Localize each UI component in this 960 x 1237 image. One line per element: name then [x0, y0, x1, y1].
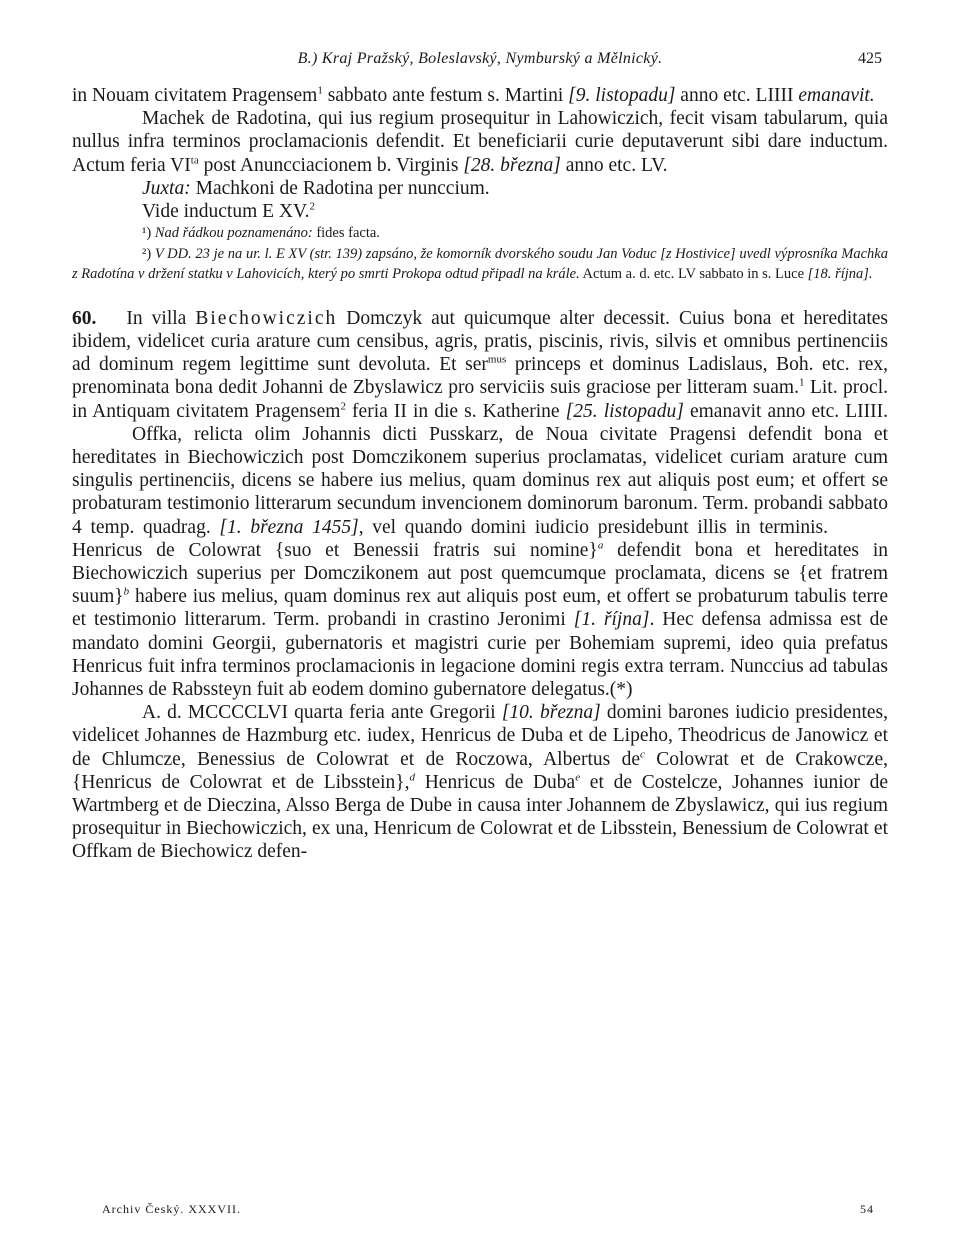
paragraph — [72, 84, 888, 107]
variant-ref: d — [409, 771, 416, 784]
text: Henricus de Colowrat {suo et Benessii fratris sui nomine} — [72, 539, 598, 561]
text: emanavit anno etc. LIIII. — [683, 400, 888, 422]
footnote-ref: 1 — [798, 376, 805, 389]
footnote — [72, 244, 888, 285]
page-header — [72, 50, 888, 80]
paragraph — [72, 200, 888, 223]
footnote — [72, 223, 888, 244]
place-name: Biechowiczich — [195, 307, 338, 329]
footnote-ref: 2 — [309, 200, 315, 213]
text-italic: Nad řádkou poznamenáno: — [154, 225, 313, 242]
footnote-ref: 1 — [317, 84, 323, 97]
running-title: B.) Kraj Pražský, Boleslavský, Nymburský a Mělnický. — [297, 50, 663, 67]
footnote-marker: ²) — [142, 245, 155, 262]
text: domini barones iudicio presidentes, videlicet Johannes de Hazmburg etc. iudex, Henricus de Duba et de Lipeho, Theodricus de Janowicz et de Chlumcze, Benessius de Colowrat et de Roczowa, Albertus de — [72, 702, 888, 770]
previous-entry-continuation — [72, 84, 888, 285]
text: post Anuncciacionem b. Virginis — [198, 154, 464, 176]
text: Domczyk aut quicumque alter decessit. Cuius bona et hereditates ibidem, videlicet curia arature cum censibus, agris, pratis, piscinis, rivis, silvis et omnibus pertinenciis ad dominum regem legittime sunt devoluta. Et ser — [72, 307, 889, 376]
footnote-marker: ¹) — [142, 225, 155, 242]
paragraph — [72, 107, 888, 177]
superscript: mus — [487, 353, 507, 366]
text: Actum a. d. etc. LV sabbato in s. Luce — [579, 266, 808, 283]
date-note: [9. listopadu] — [568, 85, 676, 106]
page-number: 425 — [858, 50, 882, 67]
variant-ref: e — [575, 771, 581, 784]
variant-ref: c — [640, 748, 645, 761]
date-note: [28. března] — [463, 154, 561, 176]
variant-ref: b — [123, 585, 130, 598]
document-page — [72, 50, 888, 1220]
entry-60 — [72, 307, 888, 864]
footer-publication: Archiv Český. XXXVII. — [102, 1202, 241, 1216]
paragraph — [72, 307, 888, 701]
text: et de Costelcze, Johannes iunior de Wartmberg et de Dieczina, Alsso Berga de Dube in causa inter Johannem de Zbyslawicz, qui ius regium prosequitur in Biechowiczich, ex una, Henricum de Colowrat et de Libsstein, Benessium de Colowrat et Offkam de Biechowicz defen- — [72, 771, 888, 863]
text: anno etc. LIIII — [675, 85, 799, 106]
date-note: [1. října] — [573, 609, 650, 631]
text: Offka, relicta olim Johannis dicti Pusskarz, de Noua civitate Pragensi defendit bona et hereditates in Biechowiczich post Domczikonem superius proclamatas, videlicet curiam arature cum singulis pertinenciis, dicens se habere ius melius, quam dominus rex aut aliquis post eum; et offert se probaturam testimonio litterarum secundum invencionem dominorum baronum. Term. probandi sabbato 4 temp. quadrag. — [72, 423, 888, 538]
date-note: [25. listopadu] — [565, 400, 684, 422]
text: feria II in die s. Katherine — [345, 400, 566, 422]
text: Colowrat et de Crakowcze, {Henricus de Colowrat et de Libsstein}, — [72, 748, 888, 793]
text: A. d. MCCCCLVI quarta feria ante Gregorii — [142, 702, 502, 724]
paragraph — [72, 177, 888, 200]
superscript: ta — [190, 154, 199, 167]
text: Lit. procl. in Antiquam civitatem Pragensem — [72, 377, 888, 422]
date-note: [1. března 1455] — [219, 516, 359, 538]
paragraph — [72, 701, 888, 863]
variant-ref: a — [597, 539, 604, 552]
text: Machkoni de Radotina per nunccium. — [190, 177, 490, 199]
footnote-ref: 2 — [340, 400, 346, 413]
text: In villa — [126, 307, 196, 329]
text-italic: emanavit. — [798, 85, 875, 106]
text: fides facta. — [312, 225, 380, 242]
text: . Hec defensa admissa est de mandato domini Georgii, gubernatoris et magistri curie per Bohemiam supremi, ideo quia prefatus Henricus fuit infra terminos proclamacionis in legacione domini regis extra terram. Nunccius ad tabulas Johannes de Rabssteyn fuit ab eodem domino gubernatore delegatus.(*) — [72, 609, 888, 700]
text: Vide inductum E XV. — [142, 201, 310, 223]
date-note: [18. října]. — [807, 266, 873, 283]
text: princeps et dominus Ladislaus, Boh. etc. rex, prenominata bona dedit Johanni de Zbyslawicz pro serviciis suis graciose per litteram suam. — [72, 354, 888, 399]
text: anno etc. LV. — [560, 154, 668, 176]
date-note: [10. března] — [501, 702, 601, 724]
text: sabbato ante festum s. Martini — [322, 85, 569, 106]
footer-signature-number: 54 — [860, 1202, 874, 1216]
text-italic: Juxta: — [142, 177, 191, 199]
text: Machek de Radotina, qui ius regium prosequitur in Lahowiczich, fecit visam tabularum, quia nullus infra terminos proclamacionis defendit. Et beneficiarii curie deputaverunt sibi dare inductum. Actum feria VI — [72, 108, 888, 176]
text: , vel quando domini iudicio presidebunt illis in terminis. — [358, 516, 829, 538]
page-footer — [102, 1202, 874, 1220]
text: defendit bona et hereditates in Biechowiczich superius per Domczikonem aut post quemcumque proclamata, dicens se {et fratrem suum} — [72, 539, 888, 608]
entry-number: 60. — [72, 307, 97, 329]
text: Henricus de Duba — [415, 771, 576, 793]
text: habere ius melius, quam dominus rex aut aliquis post eum, et offert se probaturum tabulis terre et testimonio litterarum. Term. probandi in crastino Jeronimi — [72, 586, 888, 631]
text: in Nouam civitatem Pragensem — [72, 85, 318, 106]
text-italic: V DD. 23 je na ur. l. E XV (str. 139) zapsáno, že komorník dvorského soudu Jan Voduc [z Hostivice] uvedl výprosníka Machka z Radotína v držení statku v Lahovicích, který po smrti Prokopa odtud připadl na krále. — [72, 245, 888, 283]
